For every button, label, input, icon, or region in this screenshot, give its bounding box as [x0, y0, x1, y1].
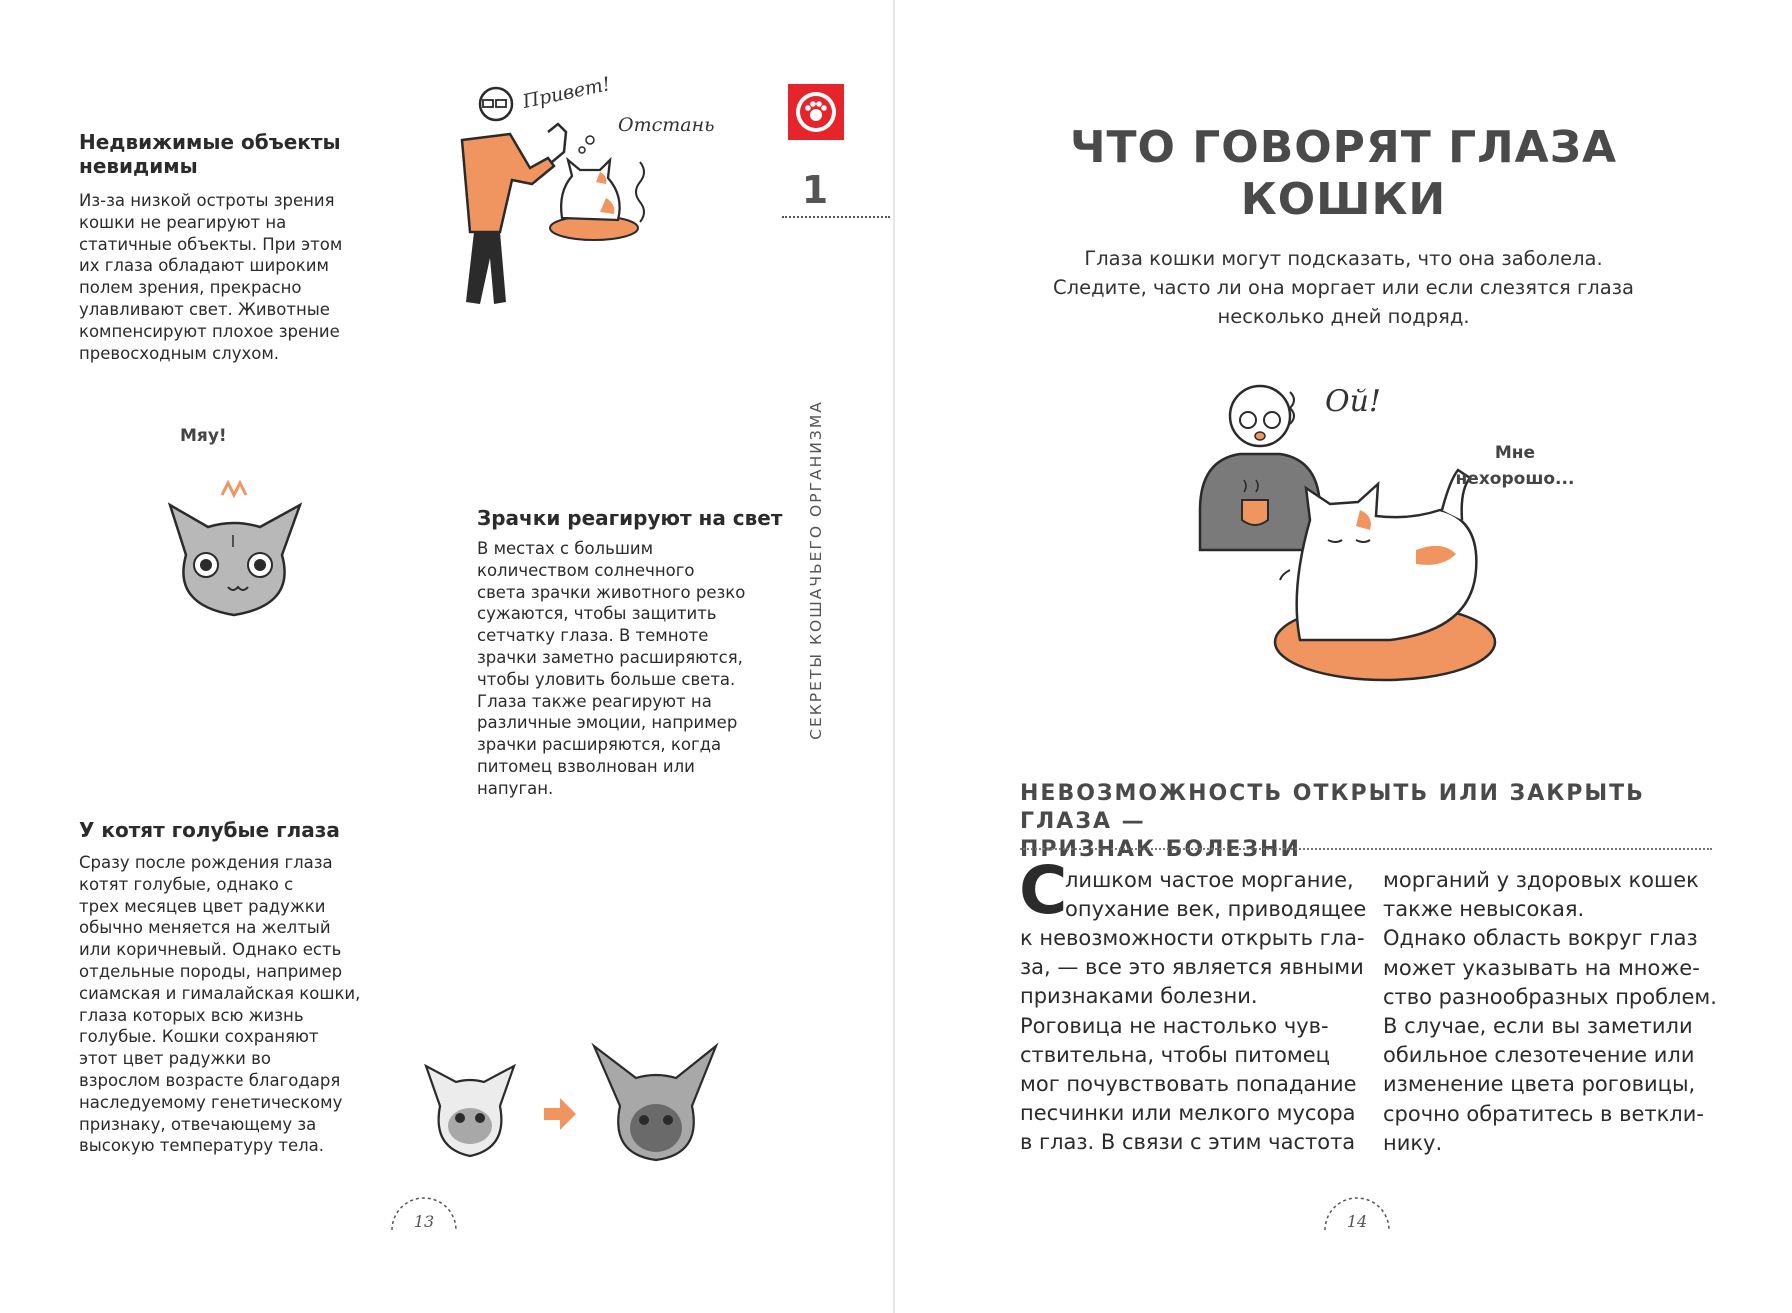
section-body-pupils: В местах с большим количеством солнечного света зрачки животного резко сужаются, чтобы защитить сетчатку глаза. В темноте зрачки заметно расширяются, чтобы уловить больше света. Глаза также реагируют на различные эмоции, например зрачки расширяются, когда питомец взволнован или напуган.	[477, 539, 746, 798]
page-title: ЧТО ГОВОРЯТ ГЛАЗА КОШКИ	[1069, 122, 1618, 225]
gray-cat-face-illustration	[160, 465, 310, 625]
man-speech: Ой!	[1325, 384, 1381, 419]
greeting-speech: Привет!	[520, 72, 613, 114]
chapter-badge	[788, 84, 844, 140]
section-heading-motionless: Недвижимые объекты невидимы	[79, 130, 341, 178]
right-page	[895, 0, 1792, 1313]
waving-man-illustration	[440, 72, 720, 312]
section-body-kittens: Сразу после рождения глаза котят голубые, однако с трех месяцев цвет радужки обычно меняется на желтый или коричневый. Однако есть отдельные породы, например сиамская и гималайская кошки, глаза которых всю жизнь голубые. Кошки сохраняют этот цвет радужки во взрослом возрасте благодаря наследуемому генетическому признаку, отвечающему за высокую температуру тела.	[79, 853, 361, 1156]
arrow-right-icon	[544, 1098, 576, 1130]
column1-opening: лишком частое моргание, опухание век, приводящее	[1065, 868, 1367, 922]
chapter-divider	[782, 216, 890, 218]
column2-body: морганий у здоровых кошек также невысокая. Однако область вокруг глаз может указывать на множе- ство разнообразных проблем. В случае, если вы заметили обильное слезотечение или изменение цвета роговицы, срочно обратитесь в веткли- нику.	[1383, 868, 1717, 1155]
chapter-number: 1	[801, 168, 829, 212]
meow-speech: Мяу!	[180, 426, 227, 446]
dropcap-letter: С	[1019, 852, 1068, 929]
left-page	[0, 0, 893, 1313]
section-body-motionless: Из-за низкой остроты зрения кошки не реагируют на статичные объекты. При этом их глаза обладают широким полем зрения, прекрасно улавливают свет. Животные компенсируют плохое зрение превосходным слухом.	[79, 191, 343, 363]
reply-speech: Отстань	[618, 114, 715, 136]
intro-paragraph: Глаза кошки могут подсказать, что она заболела. Следите, часто ли она моргает или если слезятся глаза несколько дней подряд.	[1053, 247, 1634, 328]
subheading-divider	[1020, 848, 1712, 850]
chapter-title-vertical: СЕКРЕТЫ КОШАЧЬЕГО ОРГАНИЗМА	[807, 400, 825, 740]
cat-speech: Мне нехорошо...	[1455, 443, 1575, 489]
section-heading-pupils: Зрачки реагируют на свет	[477, 506, 783, 530]
page-number: 14	[1346, 1212, 1368, 1231]
section-subheading: НЕВОЗМОЖНОСТЬ ОТКРЫТЬ ИЛИ ЗАКРЫТЬ ГЛАЗА — ПРИЗНАК БОЛЕЗНИ	[1020, 781, 1645, 862]
column1-body: к невозможности открыть гла- за, — все это является явными признаками болезни. Роговица не настолько чув- ствительна, чтобы питомец мог почувствовать попадание песчинки или мелкого мусора в глаз. В связи с этим частота	[1020, 926, 1365, 1155]
section-heading-kittens: У котят голубые глаза	[79, 818, 340, 842]
sick-cat-illustration	[1180, 370, 1510, 710]
siamese-kitten-to-cat-illustration	[416, 1036, 736, 1166]
paw-icon	[788, 84, 844, 140]
page-number: 13	[413, 1212, 435, 1231]
